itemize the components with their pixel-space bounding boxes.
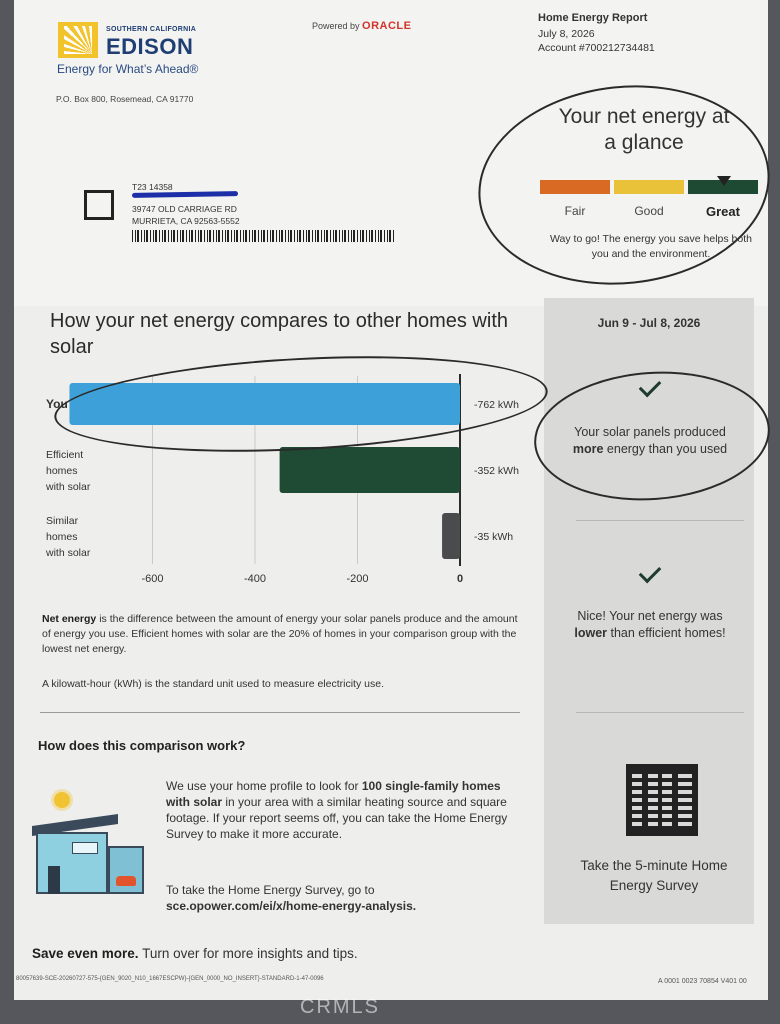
x-tick-label: -200 bbox=[346, 573, 369, 585]
category-label bbox=[45, 515, 91, 559]
date-range: Jun 9 - Jul 8, 2026 bbox=[597, 316, 701, 330]
meter-label-great: Great bbox=[706, 204, 740, 219]
category-label bbox=[45, 449, 91, 493]
glance-message: Way to go! The energy you save helps both you and the environment. bbox=[550, 233, 752, 260]
comparison-title: How your net energy compares to other homes with solar bbox=[50, 310, 508, 358]
x-tick-label: -600 bbox=[141, 573, 164, 585]
bar-2 bbox=[442, 513, 460, 559]
how-title: How does this comparison work? bbox=[38, 738, 246, 753]
meter-label-good: Good bbox=[634, 204, 664, 218]
category-label-line: with solar bbox=[46, 481, 91, 493]
side-msg2-bold: lower bbox=[574, 626, 608, 640]
meter-fair-segment bbox=[540, 180, 610, 194]
brand-name: EDISON bbox=[106, 34, 194, 59]
value-label: -35 kWh bbox=[474, 531, 514, 543]
net-energy-term: Net energy bbox=[42, 613, 97, 625]
print-code-right: A 0001 0023 70854 V401 00 bbox=[658, 978, 747, 985]
door-icon bbox=[48, 866, 60, 894]
save-more-text: Turn over for more insights and tips. bbox=[138, 946, 358, 961]
side-msg2-post: than efficient homes! bbox=[607, 626, 726, 640]
side-divider bbox=[576, 520, 744, 521]
garage-icon bbox=[108, 846, 144, 894]
window-icon bbox=[72, 842, 98, 854]
net-energy-definition bbox=[42, 612, 520, 657]
brand-tagline: Energy for What’s Ahead® bbox=[57, 62, 199, 76]
glance-title: Your net energy at a glance bbox=[558, 105, 730, 154]
meter-indicator-icon bbox=[717, 176, 731, 186]
sun-rays-icon bbox=[64, 26, 92, 54]
kwh-definition: A kilowatt-hour (kWh) is the standard unit used to measure electricity use. bbox=[42, 678, 384, 690]
return-address: P.O. Box 800, Rosemead, CA 91770 bbox=[56, 94, 194, 104]
x-tick-label: 0 bbox=[456, 573, 464, 585]
value-label: -762 kWh bbox=[474, 399, 519, 411]
side-divider bbox=[576, 712, 744, 713]
survey-qr-code-icon[interactable] bbox=[626, 764, 698, 836]
address-id: T23 14358 bbox=[132, 182, 173, 192]
category-label-line: homes bbox=[46, 531, 78, 543]
category-label-line: Efficient bbox=[46, 449, 84, 461]
survey-prompt[interactable]: Take the 5-minute Home Energy Survey bbox=[580, 858, 728, 893]
survey-instructions bbox=[166, 882, 516, 914]
report-date: July 8, 2026 bbox=[538, 28, 595, 40]
side-msg2-pre: Nice! Your net energy was bbox=[577, 609, 723, 623]
section-divider bbox=[40, 712, 520, 713]
category-label-line: Similar bbox=[46, 515, 79, 527]
report-page bbox=[14, 0, 768, 1000]
meter-good-segment bbox=[614, 180, 684, 194]
report-title: Home Energy Report bbox=[538, 12, 648, 24]
postal-barcode bbox=[132, 230, 394, 242]
category-label-line: with solar bbox=[46, 547, 91, 559]
account-number: Account #700212734481 bbox=[538, 42, 655, 54]
survey-url-link[interactable]: sce.opower.com/ei/x/home-energy-analysis. bbox=[166, 899, 417, 913]
category-label-line: homes bbox=[46, 465, 78, 477]
net-energy-text: is the difference between the amount of energy your solar panels produce and the amount of energy you use. Efficient homes with solar are the 20% of homes in your comparison group with the lowest net energy. bbox=[42, 613, 518, 655]
value-label: -352 kWh bbox=[474, 465, 519, 477]
how-p1-pre: We use your home profile to look for bbox=[166, 779, 362, 793]
side-msg1-pre: Your solar panels produced bbox=[574, 425, 726, 439]
category-label-line: You bbox=[46, 397, 68, 411]
address-line2: MURRIETA, CA 92563-5552 bbox=[132, 216, 240, 226]
x-tick-label: -400 bbox=[243, 573, 267, 585]
powered-by bbox=[312, 20, 412, 32]
print-code-left: 80057639-SCE-20260727-575-{GEN_9020_N10_1667ESCPW}-{GEN_0000_NO_INSERT}-STANDARD-1-47-0096 bbox=[16, 976, 324, 982]
how-p1-bold: 100 single-family homes with solar bbox=[166, 779, 501, 809]
car-icon bbox=[116, 876, 136, 886]
side-msg1-post: energy than you used bbox=[603, 442, 728, 456]
oracle-logo: ORACLE bbox=[362, 20, 412, 32]
sun-icon bbox=[54, 792, 70, 808]
address-line1: 39747 OLD CARRIAGE RD bbox=[132, 204, 237, 214]
mail-qr-code-icon bbox=[84, 190, 114, 220]
side-message-lower bbox=[566, 608, 734, 642]
meter-label-fair: Fair bbox=[564, 204, 586, 218]
powered-by-label: Powered by bbox=[312, 21, 360, 31]
save-more-footer bbox=[32, 946, 358, 961]
edison-logo bbox=[58, 22, 98, 58]
side-msg1-bold: more bbox=[572, 442, 604, 456]
bar-1 bbox=[280, 447, 460, 493]
listing-watermark: CRMLS bbox=[300, 996, 381, 1018]
save-more-bold: Save even more. bbox=[32, 946, 139, 961]
brand-subtitle: SOUTHERN CALIFORNIA bbox=[106, 26, 197, 33]
survey-instructions-text: To take the Home Energy Survey, go to bbox=[166, 883, 375, 897]
how-explanation bbox=[166, 778, 516, 842]
how-p1-post: in your area with a similar heating source and square footage. If your report seems off, you can take the Home Energy Survey to make it more accurate. bbox=[166, 795, 508, 841]
